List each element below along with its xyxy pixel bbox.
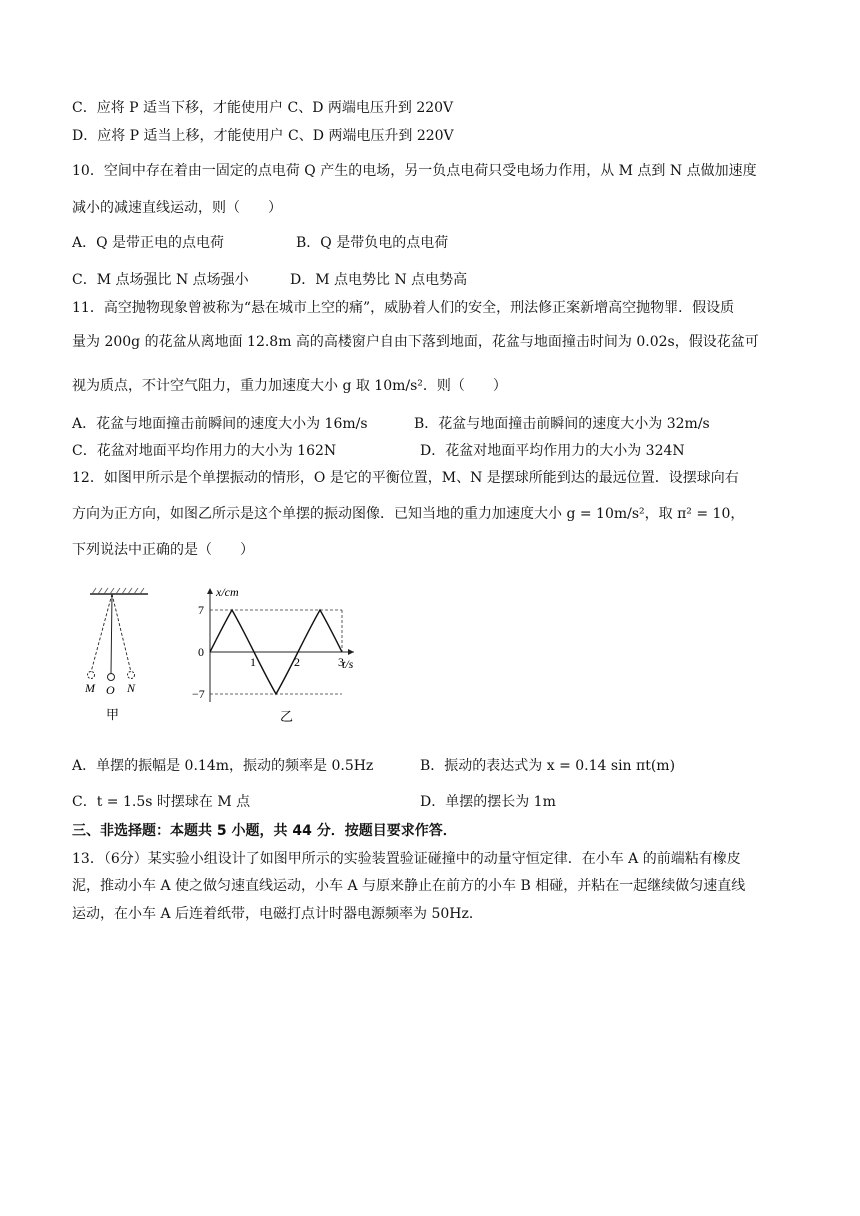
option-12b: B．振动的表达式为 x = 0.14 sin πt(m) bbox=[420, 758, 676, 774]
option-10c: C．M 点场强比 N 点场强小 bbox=[72, 272, 249, 288]
question-12-line2: 方向为正方向，如图乙所示是这个单摆的振动图像．已知当地的重力加速度大小 g = 10m/s²，取 π² = 10， bbox=[72, 506, 745, 522]
option-10b: B．Q 是带负电的点电荷 bbox=[296, 235, 449, 251]
pendulum-label-n: N bbox=[127, 681, 136, 695]
option-11b: B．花盆与地面撞击前瞬间的速度大小为 32m/s bbox=[414, 416, 710, 432]
y-axis-label: x/cm bbox=[216, 585, 239, 599]
x-axis-label: t/s bbox=[342, 657, 354, 671]
y-tick-neg7: −7 bbox=[192, 687, 205, 701]
section-3-heading: 三、非选择题：本题共 5 小题，共 44 分．按题目要求作答． bbox=[72, 823, 457, 839]
option-12d: D．单摆的摆长为 1m bbox=[420, 794, 556, 810]
option-12c: C．t = 1.5s 时摆球在 M 点 bbox=[72, 794, 251, 810]
question-11-line1: 11．高空抛物现象曾被称为“悬在城市上空的痛”，威胁着人们的安全，刑法修正案新增高空抛物罪．假设质 bbox=[72, 300, 735, 316]
x-tick-2: 2 bbox=[294, 655, 300, 669]
pendulum-figure bbox=[72, 576, 362, 736]
question-10-line1: 10．空间中存在着由一固定的点电荷 Q 产生的电场，另一负点电荷只受电场力作用，从 M 点到 N 点做加速度 bbox=[72, 163, 757, 179]
question-11-line3: 视为质点，不计空气阻力，重力加速度大小 g 取 10m/s²．则（ ） bbox=[72, 378, 507, 394]
figure-label-yi: 乙 bbox=[280, 709, 294, 724]
question-13-line1: 13．（6分）某实验小组设计了如图甲所示的实验装置验证碰撞中的动量守恒定律．在小车 A 的前端粘有橡皮 bbox=[72, 851, 741, 867]
question-12-line3: 下列说法中正确的是（ ） bbox=[72, 542, 254, 558]
x-tick-3: 3 bbox=[338, 655, 344, 669]
option-9d: D．应将 P 适当上移，才能使用户 C、D 两端电压升到 220V bbox=[72, 128, 454, 144]
question-13-line3: 运动，在小车 A 后连着纸带，电磁打点计时器电源频率为 50Hz． bbox=[72, 906, 483, 922]
y-tick-7: 7 bbox=[198, 603, 204, 617]
question-12-line1: 12．如图甲所示是个单摆振动的情形，O 是它的平衡位置，M、N 是摆球所能到达的最远位置．设摆球向右 bbox=[72, 470, 739, 486]
question-13-line2: 泥，推动小车 A 使之做匀速直线运动，小车 A 与原来静止在前方的小车 B 相碰，并粘在一起继续做匀速直线 bbox=[72, 878, 746, 894]
option-10a: A．Q 是带正电的点电荷 bbox=[72, 235, 225, 251]
option-12a: A．单摆的振幅是 0.14m，振动的频率是 0.5Hz bbox=[72, 758, 374, 774]
x-tick-1: 1 bbox=[250, 655, 256, 669]
option-9c: C．应将 P 适当下移，才能使用户 C、D 两端电压升到 220V bbox=[72, 100, 454, 116]
option-11c: C．花盆对地面平均作用力的大小为 162N bbox=[72, 443, 337, 459]
question-10-line2: 减小的减速直线运动，则（ ） bbox=[72, 200, 282, 216]
question-11-line2: 量为 200g 的花盆从离地面 12.8m 高的高楼窗户自由下落到地面，花盆与地面撞击时间为 0.02s，假设花盆可 bbox=[72, 334, 759, 350]
pendulum-label-m: M bbox=[85, 681, 95, 695]
figure-label-jia: 甲 bbox=[106, 707, 120, 722]
pendulum-label-o: O bbox=[106, 683, 115, 697]
origin-label: 0 bbox=[198, 645, 204, 659]
option-11d: D．花盆对地面平均作用力的大小为 324N bbox=[420, 443, 685, 459]
option-10d: D．M 点电势比 N 点电势高 bbox=[290, 272, 468, 288]
option-11a: A．花盆与地面撞击前瞬间的速度大小为 16m/s bbox=[72, 416, 368, 432]
